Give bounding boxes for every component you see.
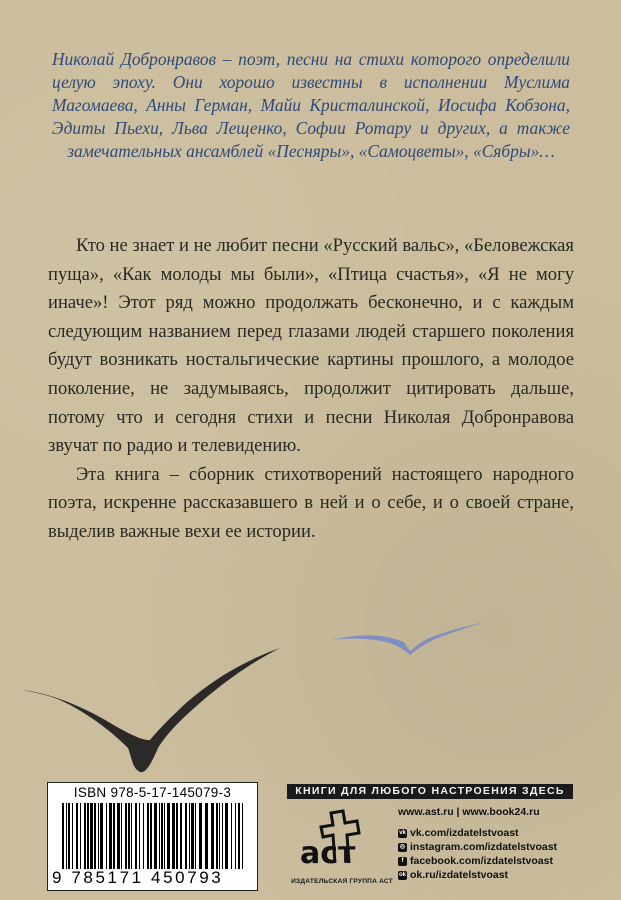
barcode-bar xyxy=(164,803,165,869)
isbn-digits: 9 785171 450793 xyxy=(52,868,224,887)
barcode-bar xyxy=(147,803,149,869)
barcode-bar xyxy=(143,803,144,869)
barcode-bar xyxy=(189,803,190,869)
ast-logo xyxy=(295,807,389,887)
barcode-bar xyxy=(154,803,157,869)
barcode-bar xyxy=(191,803,194,869)
barcode-bar xyxy=(66,803,67,869)
barcode-bar xyxy=(161,803,163,869)
intro-line: Николай Добронравов – поэт, песни на стихи xyxy=(52,49,405,69)
blue-bird-icon xyxy=(331,622,485,655)
barcode-bar xyxy=(176,803,178,869)
isbn-barcode-box xyxy=(47,782,258,891)
barcode-bar xyxy=(199,803,202,869)
paragraph-2: Эта книга – сборник стихотворений настоящего народного поэта, искренне рассказавшего в ней и о себе, и о своей стране, выделив важные вехи ее истории. xyxy=(48,463,574,542)
barcode-bar xyxy=(235,803,236,869)
barcode-bar xyxy=(131,803,132,869)
isbn-label: ISBN 978-5-17-145079-3 xyxy=(73,785,232,800)
barcode-bar xyxy=(216,803,218,869)
barcode-bar xyxy=(94,803,96,869)
barcode-bar xyxy=(68,803,70,869)
dark-bird-icon xyxy=(22,648,280,772)
barcode-bar xyxy=(98,803,99,869)
barcode-bar xyxy=(185,803,187,869)
barcode-bar xyxy=(106,803,107,869)
social-link-facebook[interactable] xyxy=(398,854,578,868)
barcode-bar xyxy=(180,803,182,869)
intro-line: ансамблей «Песняры», «Самоцветы», «Сябры»… xyxy=(186,141,555,161)
barcode-bar xyxy=(222,803,223,869)
barcode-bar xyxy=(125,803,127,869)
barcode-bar xyxy=(117,803,120,869)
barcode-bar xyxy=(128,803,130,869)
barcode-bar xyxy=(90,803,93,869)
social-link-text: facebook.com/izdatelstvoast xyxy=(410,855,553,867)
barcode-bar xyxy=(100,803,103,869)
vk-icon: vk xyxy=(399,829,406,836)
barcode xyxy=(62,803,246,869)
barcode-bar xyxy=(242,803,243,869)
barcode-bar xyxy=(238,803,240,869)
barcode-bar xyxy=(72,803,73,869)
paragraph-1: Кто не знает и не любит песни «Русский вальс», «Беловежская пуща», «Как молоды мы были», «Птица счастья», «Я не могу иначе»! Этот ряд можно продолжать бесконечно, и с каждым следующим названием перед глазами людей старшего поколения будут возникать ностальгические картины прошлого, а молодое поколение, не задумываясь, продолжит цитировать дальше, потому что и сегодня стихи и песни Николая Добронравова звучат по радио и телевидению. xyxy=(48,235,574,457)
instagram-icon: ◎ xyxy=(399,843,406,850)
barcode-bar xyxy=(113,803,115,869)
barcode-bar xyxy=(225,803,228,869)
barcode-bar xyxy=(84,803,86,869)
barcode-bar xyxy=(121,803,122,869)
website-links[interactable]: www.ast.ru | www.book24.ru xyxy=(398,806,540,818)
intro-line: Кобзона, Эдиты Пьехи, Льва Лещенко, Софии xyxy=(52,95,570,138)
barcode-bar xyxy=(76,803,78,869)
social-link-instagram[interactable] xyxy=(398,840,578,854)
ast-logo-text: аст xyxy=(300,836,356,871)
barcode-bar xyxy=(135,803,137,869)
social-link-ok[interactable] xyxy=(398,868,578,882)
barcode-bar xyxy=(150,803,152,869)
intro-line: которого определили целую эпоху. Они хорошо xyxy=(52,49,570,92)
barcode-bar xyxy=(167,803,170,869)
social-link-vk[interactable] xyxy=(398,826,578,840)
intro-line: Ротару и других, а также замечательных xyxy=(67,118,571,161)
publisher-links xyxy=(398,806,578,882)
social-link-text: vk.com/izdatelstvoast xyxy=(410,827,519,839)
barcode-bar xyxy=(159,803,160,869)
social-link-text: ok.ru/izdatelstvoast xyxy=(410,869,509,881)
barcode-bar xyxy=(109,803,112,869)
odnoklassniki-icon: ok xyxy=(398,871,406,878)
barcode-bar xyxy=(172,803,175,869)
barcode-bar xyxy=(195,803,196,869)
barcode-bar xyxy=(219,803,220,869)
intro-line: Анны Герман, Майи Кристалинской, Иосифа xyxy=(146,95,497,115)
barcode-bar xyxy=(231,803,232,869)
barcode-bar xyxy=(80,803,81,869)
publisher-caption: ИЗДАТЕЛЬСКАЯ ГРУППА АСТ xyxy=(291,878,393,885)
social-link-text: instagram.com/izdatelstvoast xyxy=(410,841,558,853)
barcode-bar xyxy=(211,803,214,869)
barcode-bar xyxy=(87,803,89,869)
barcode-bar xyxy=(205,803,208,869)
slogan-bar: КНИГИ ДЛЯ ЛЮБОГО НАСТРОЕНИЯ ЗДЕСЬ xyxy=(287,784,573,799)
facebook-icon: f xyxy=(398,857,407,866)
barcode-bar xyxy=(62,803,64,869)
intro-line: известны в исполнении Муслима Магомаева, xyxy=(52,72,570,115)
barcode-bar xyxy=(139,803,140,869)
